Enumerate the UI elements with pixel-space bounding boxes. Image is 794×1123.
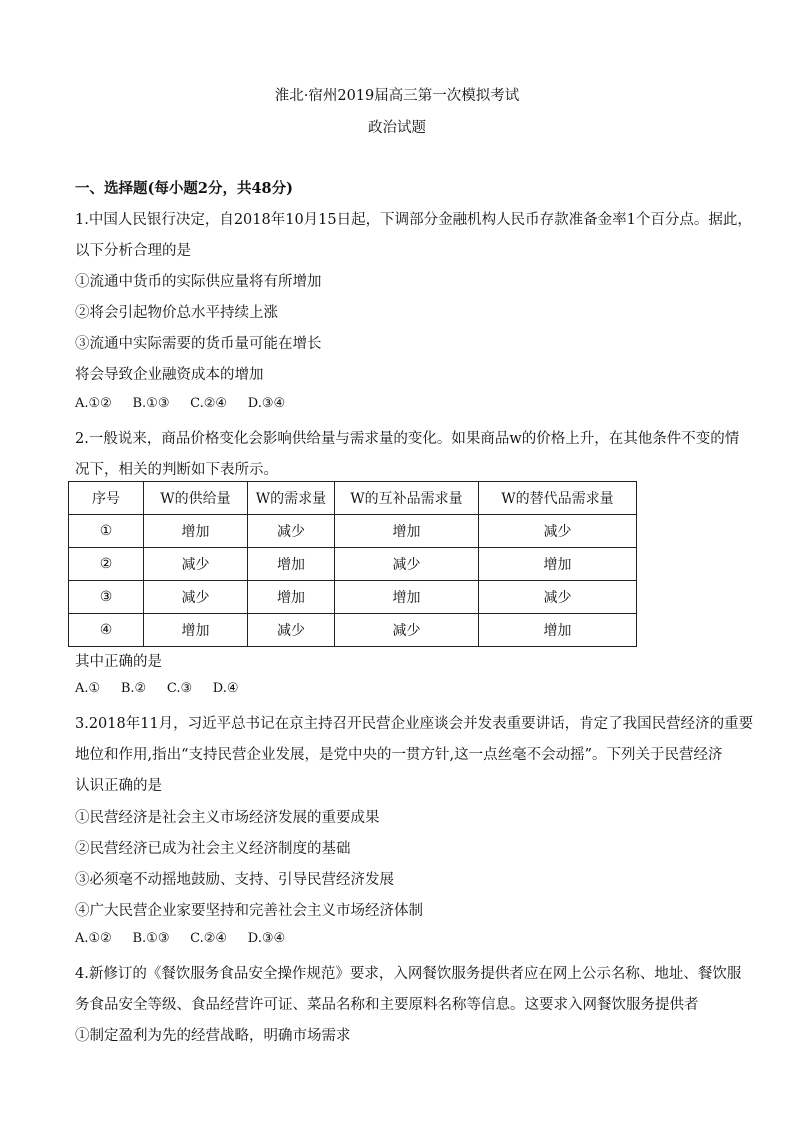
table-cell: 减少 <box>248 614 335 647</box>
table-cell: 减少 <box>479 581 637 614</box>
table-header-row <box>69 482 637 515</box>
table-cell: 增加 <box>479 614 637 647</box>
q2-table <box>68 481 637 647</box>
q3-choices: A.①② B.①③ C.②④ D.③④ <box>75 931 286 946</box>
q1-stem-line1: 1.中国人民银行决定，自2018年10月15日起，下调部分金融机构人民币存款准备金率1个百分点。据此， <box>75 212 752 228</box>
table-cell: 减少 <box>479 515 637 548</box>
table-cell: 增加 <box>144 515 248 548</box>
q1-option-4: 将会导致企业融资成本的增加 <box>75 367 264 383</box>
table-cell: 增加 <box>248 548 335 581</box>
q3-option-1: ①民营经济是社会主义市场经济发展的重要成果 <box>75 810 380 826</box>
table-cell: ① <box>69 515 144 548</box>
table-header-cell: W的互补品需求量 <box>335 482 479 515</box>
table-cell: 减少 <box>335 548 479 581</box>
q4-stem-line2: 务食品安全等级、食品经营许可证、菜品名称和主要原料名称等信息。这要求入网餐饮服务提供者 <box>75 997 699 1013</box>
table-cell: 减少 <box>144 581 248 614</box>
table-cell: 减少 <box>335 614 479 647</box>
q1-choices: A.①② B.①③ C.②④ D.③④ <box>75 396 286 411</box>
table-cell: 增加 <box>248 581 335 614</box>
q3-option-3: ③必须毫不动摇地鼓励、支持、引导民营经济发展 <box>75 872 394 888</box>
exam-title: 淮北·宿州2019届高三第一次模拟考试 <box>274 88 520 104</box>
q1-stem-line2: 以下分析合理的是 <box>75 243 191 259</box>
table-row <box>69 548 637 581</box>
table-row <box>69 614 637 647</box>
q3-stem-line1: 3.2018年11月，习近平总书记在京主持召开民营企业座谈会并发表重要讲话，肯定了我国民营经济的重要 <box>75 716 754 732</box>
q3-stem-line3: 认识正确的是 <box>75 778 162 794</box>
q4-stem-line1: 4.新修订的《餐饮服务食品安全操作规范》要求，入网餐饮服务提供者应在网上公示名称、地址、餐饮服 <box>75 966 742 982</box>
table-row <box>69 581 637 614</box>
exam-subtitle: 政治试题 <box>368 120 426 136</box>
table-cell: ④ <box>69 614 144 647</box>
q1-option-1: ①流通中货币的实际供应量将有所增加 <box>75 274 322 290</box>
table-cell: ② <box>69 548 144 581</box>
q3-option-4: ④广大民营企业家要坚持和完善社会主义市场经济体制 <box>75 903 423 919</box>
section-heading: 一、选择题(每小题2分，共48分) <box>75 180 293 197</box>
q2-conclusion: 其中正确的是 <box>75 654 162 670</box>
q2-choices: A.① B.② C.③ D.④ <box>75 681 239 696</box>
q1-option-2: ②将会引起物价总水平持续上涨 <box>75 305 278 321</box>
q3-option-2: ②民营经济已成为社会主义经济制度的基础 <box>75 841 351 857</box>
table-cell: 增加 <box>335 515 479 548</box>
q2-stem-line1: 2.一般说来，商品价格变化会影响供给量与需求量的变化。如果商品w的价格上升，在其他条件不变的情 <box>75 431 740 447</box>
q4-option-1: ①制定盈利为先的经营战略，明确市场需求 <box>75 1028 351 1044</box>
table-cell: 增加 <box>144 614 248 647</box>
table-cell: 增加 <box>335 581 479 614</box>
table-cell: 增加 <box>479 548 637 581</box>
table-header-cell: W的供给量 <box>144 482 248 515</box>
q3-stem-line2: 地位和作用,指出“支持民营企业发展，是党中央的一贯方针,这一点丝毫不会动摇”。下列关于民营经济 <box>75 747 723 763</box>
table-header-cell: W的替代品需求量 <box>479 482 637 515</box>
table-cell: ③ <box>69 581 144 614</box>
table-header-cell: 序号 <box>69 482 144 515</box>
table-header-cell: W的需求量 <box>248 482 335 515</box>
table-cell: 减少 <box>248 515 335 548</box>
table-row <box>69 515 637 548</box>
q1-option-3: ③流通中实际需要的货币量可能在增长 <box>75 336 322 352</box>
table-cell: 减少 <box>144 548 248 581</box>
q2-stem-line2: 况下，相关的判断如下表所示。 <box>75 462 278 478</box>
